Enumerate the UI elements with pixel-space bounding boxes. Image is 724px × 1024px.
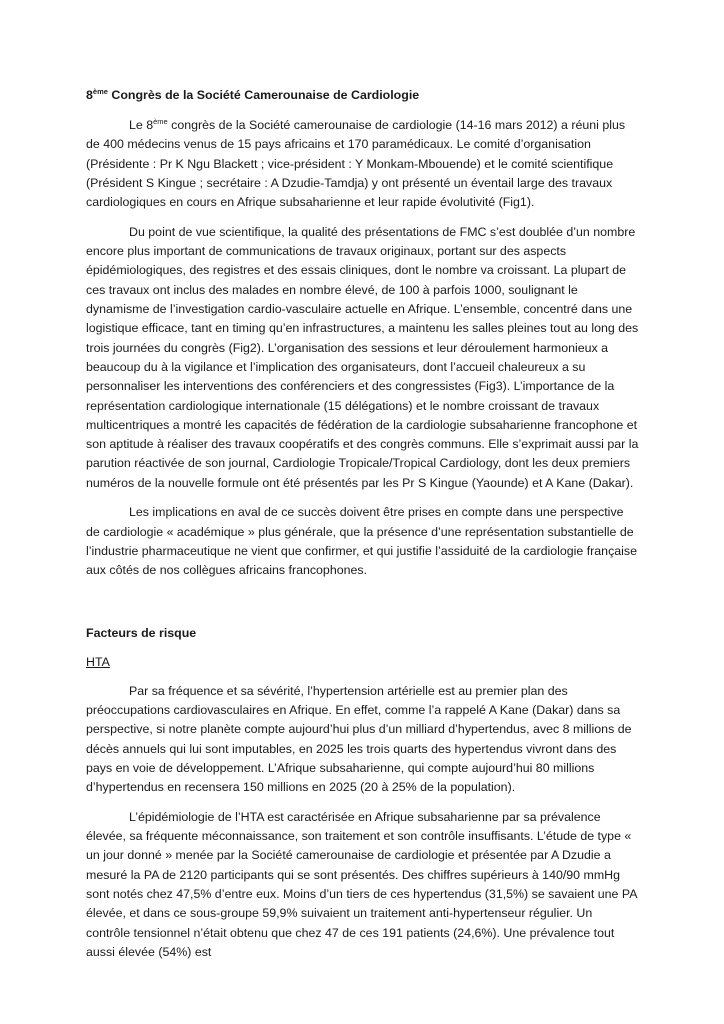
document-title <box>86 86 639 105</box>
paragraph-intro-superscript: ème <box>153 117 168 126</box>
document-page <box>86 86 639 973</box>
subsection-heading: HTA <box>86 654 110 669</box>
paragraph-scientific: Du point de vue scientifique, la qualité des présentations de FMC s’est doublée d’un nombre encore plus important de communications de travaux originaux, portant sur des aspects épidémiologiques, des registres et des essais cliniques, dont le nombre va croissant. La plupart de ces travaux ont inclus des malades en nombre élevé, de 100 à parfois 1000, soulignant le dynamisme de l’investigation cardio-vasculaire actuelle en Afrique. L’ensemble, concentré dans une logistique efficace, tant en timing qu’en infrastructures, a maintenu les salles pleines tout au long des trois journées du congrès (Fig2). L’organisation des sessions et leur déroulement harmonieux a beaucoup du à la vigilance et l’implication des organisateurs, dont l’accueil chaleureux a su personnaliser les interventions des conférenciers et des congressistes (Fig3). L’importance de la représentation cardiologique internationale (15 délégations) et le nombre croissant de travaux multicentriques a montré les capacités de fédération de la cardiologie subsaharienne francophone et son aptitude à réaliser des travaux coopératifs et des congrès communs. Elle s’exprimait aussi par la parution réactivée de son journal, Cardiologie Tropicale/Tropical Cardiology, dont les deux premiers numéros de la nouvelle formule ont été présentés par les Pr S Kingue (Yaounde) et A Kane (Dakar). <box>86 224 639 490</box>
paragraph-intro-rest: congrès de la Société camerounaise de cardiologie (14-16 mars 2012) a réuni plus de 400 médecins venus de 15 pays africains et 170 paramédicaux. Le comité d’organisation (Présidente : Pr K Ngu Blackett ; vice-président : Y Monkam-Mbouende) et le comité scientifique (Président S Kingue ; secrétaire : A Dzudie-Tamdja) y ont présenté un éventail large des travaux cardiologiques en cours en Afrique subsaharienne et leur rapide évolutivité (Fig1). <box>86 118 626 210</box>
title-text: Congrès de la Société Camerounaise de Cardiologie <box>107 88 420 102</box>
paragraph-implications: Les implications en aval de ce succès doivent être prises en compte dans une perspective de cardiologie « académique » plus générale, que la présence d’une représentation substantielle de l’industrie pharmaceutique ne vient que confirmer, et qui justifie l’assiduité de la cardiologie française aux côtés de nos collègues africains francophones. <box>86 505 638 578</box>
paragraph-hta-frequency: Par sa fréquence et sa sévérité, l’hypertension artérielle est au premier plan des préoccupations cardiovasculaires en Afrique. En effet, comme l’a rappelé A Kane (Dakar) dans sa perspective, si notre planète compte aujourd’hui plus d’un milliard d’hypertendus, avec 8 millions de décès annuels qui lui sont imputables, en 2025 les trois quarts des hypertendus vivront dans des pays en voie de développement. L’Afrique subsaharienne, qui compte aujourd’hui 80 millions d’hypertendus en recensera 150 millions en 2025 (20 à 25% de la population). <box>86 683 632 795</box>
title-superscript: ème <box>92 87 108 96</box>
paragraph-intro-start: Le 8 <box>129 118 154 132</box>
paragraph-intro <box>86 116 639 212</box>
paragraph-hta-epidemiology: L’épidémiologie de l’HTA est caractérisée en Afrique subsaharienne par sa prévalence élevée, sa fréquente méconnaissance, son traitement et son contrôle insuffisants. L’étude de type « un jour donné » menée par la Société camerounaise de cardiologie et présentée par A Dzudie a mesuré la PA de 2120 participants qui se sont présentés. Des chiffres supérieurs à 140/90 mmHg sont notés chez 47,5% d’entre eux. Moins d’un tiers de ces hypertendus (31,5%) se savaient une PA élevée, et dans ce sous-groupe 59,9% suivaient un traitement anti-hypertenseur régulier. Un contrôle tensionnel n’était obtenu que chez 47 de ces 191 patients (24,6%). Une prévalence tout aussi élevée (54%) est <box>86 809 637 959</box>
section-heading: Facteurs de risque <box>86 625 197 640</box>
title-number: 8 <box>86 88 93 102</box>
